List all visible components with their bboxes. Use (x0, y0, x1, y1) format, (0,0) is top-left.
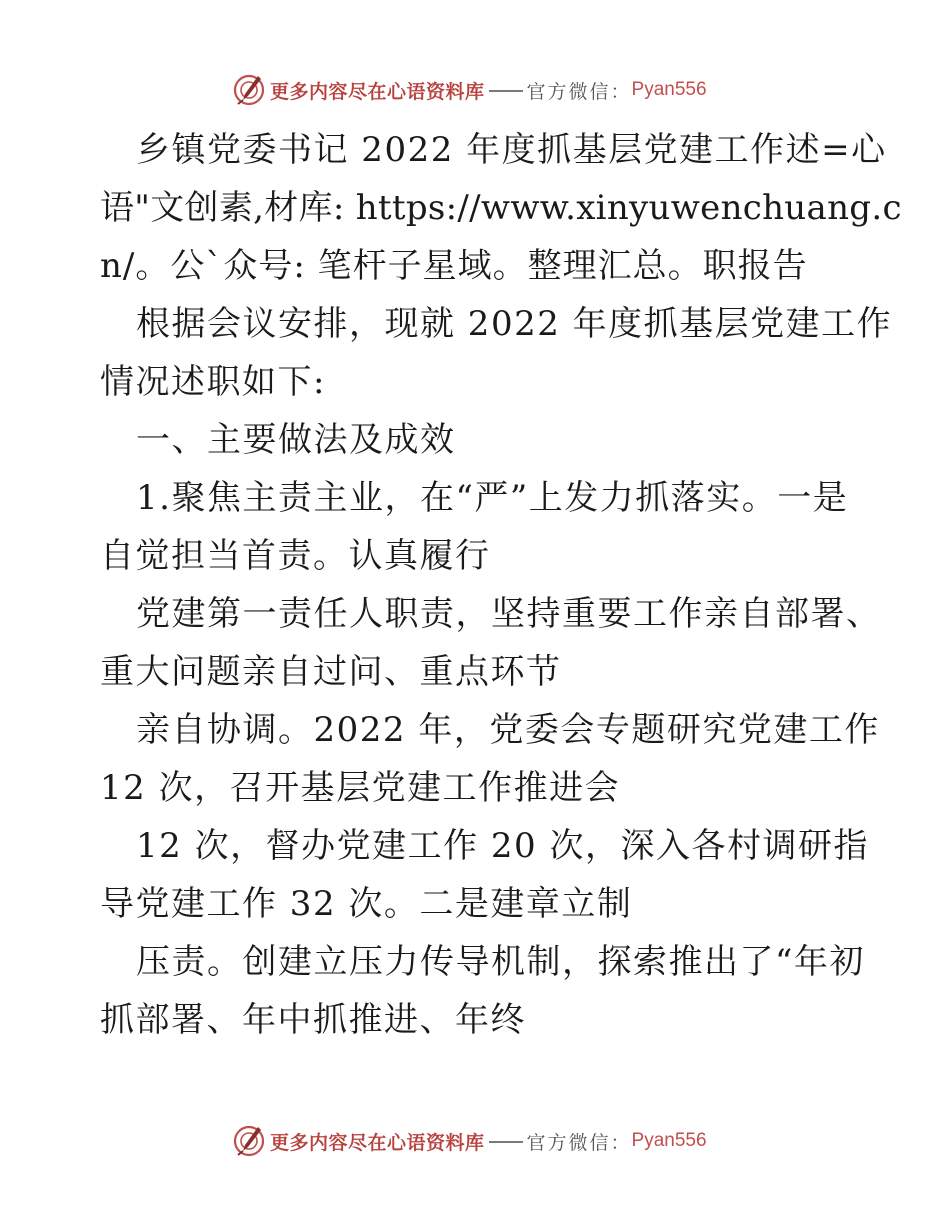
watermark-wechat-label: 官方微信： (526, 80, 632, 103)
watermark-dash (489, 90, 523, 92)
text-line: 一、主要做法及成效 (136, 420, 456, 460)
watermark-wechat-label: 官方微信： (526, 1131, 632, 1154)
quill-logo-icon (232, 73, 266, 107)
watermark-wechat-id: Pyan556 (631, 1130, 707, 1151)
text-line: 1.聚焦主责主业，在“严”上发力抓落实。一是 (136, 478, 849, 518)
watermark-header (232, 70, 707, 110)
watermark-dash (489, 1141, 523, 1143)
text-line: 语"文创素,材库: https://www.xinyuwenchuang.c (100, 188, 902, 228)
text-line: 12 次，召开基层党建工作推进会 (100, 768, 621, 808)
watermark-footer (232, 1121, 707, 1161)
text-line: n/。公`众号: 笔杆子星域。整理汇总。职报告 (100, 246, 808, 286)
watermark-main-text: 更多内容尽在心语资料库 (270, 80, 485, 103)
watermark-main-text: 更多内容尽在心语资料库 (270, 1131, 485, 1154)
text-line: 抓部署、年中抓推进、年终 (100, 1000, 526, 1040)
text-line: 自觉担当首责。认真履行 (100, 536, 491, 576)
text-line: 亲自协调。2022 年，党委会专题研究党建工作 (136, 710, 880, 750)
text-line: 党建第一责任人职责，坚持重要工作亲自部署、 (136, 594, 882, 634)
text-line: 导党建工作 32 次。二是建章立制 (100, 884, 633, 924)
quill-logo-icon (232, 1124, 266, 1158)
text-line: 乡镇党委书记 2022 年度抓基层党建工作述=心 (136, 130, 887, 170)
text-line: 压责。创建立压力传导机制，探索推出了“年初 (136, 942, 865, 982)
watermark-wechat-id: Pyan556 (631, 79, 707, 100)
text-line: 情况述职如下: (100, 362, 326, 402)
text-line: 12 次，督办党建工作 20 次，深入各村调研指 (136, 826, 869, 866)
text-line: 重大问题亲自过问、重点环节 (100, 652, 562, 692)
text-line: 根据会议安排，现就 2022 年度抓基层党建工作 (136, 304, 893, 344)
